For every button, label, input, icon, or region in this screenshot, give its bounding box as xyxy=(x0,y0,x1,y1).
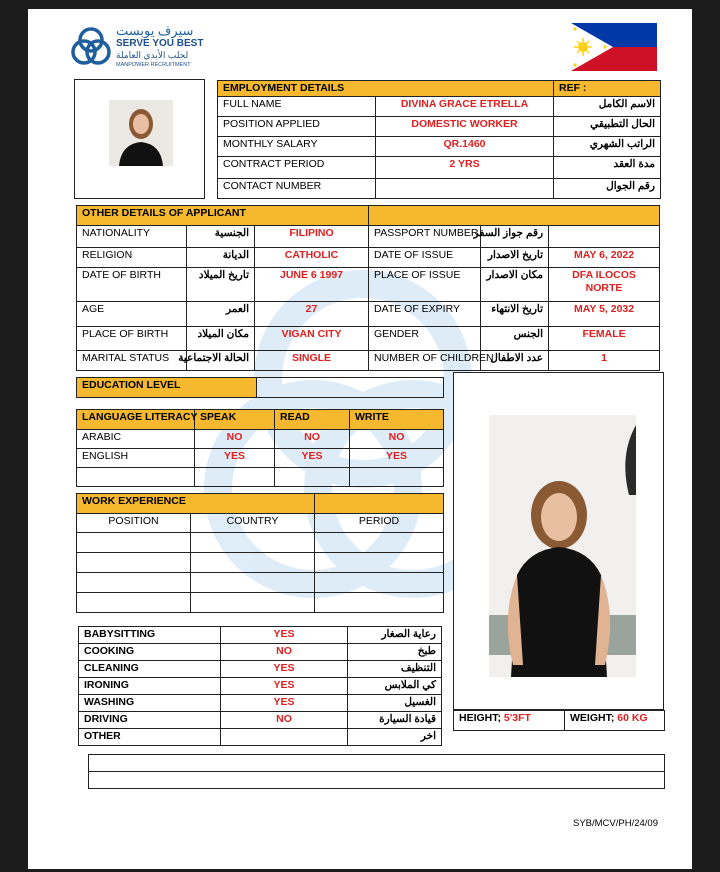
weight-cell xyxy=(565,711,665,731)
period-column-header: PERIOD xyxy=(315,514,444,533)
gender-arabic: الجنس xyxy=(481,327,549,351)
skill-arabic: كي الملابس xyxy=(348,678,442,695)
nationality-arabic: الجنسية xyxy=(187,226,255,248)
passport-number-label: PASSPORT NUMBER xyxy=(369,226,481,248)
place-of-birth-label: PLACE OF BIRTH xyxy=(77,327,187,351)
marital-status-value: SINGLE xyxy=(255,351,369,371)
passport-number-arabic: رقم جواز السفر xyxy=(481,226,549,248)
passport-number-value xyxy=(549,226,660,248)
applicant-photo-large xyxy=(489,415,636,677)
work-row-cell xyxy=(315,573,444,593)
logo-name: SERVE YOU BEST xyxy=(116,38,204,49)
arabic-read-value: NO xyxy=(275,430,350,449)
marital-status-arabic: الحالة الاجتماعية xyxy=(187,351,255,371)
applicant-photo-large-frame xyxy=(453,372,664,710)
work-row-cell xyxy=(77,573,191,593)
document-code: SYB/MCV/PH/24/09 xyxy=(572,818,658,829)
arabic-language-label: ARABIC xyxy=(77,430,195,449)
language-blank-cell xyxy=(350,468,444,487)
work-row-cell xyxy=(191,533,315,553)
nationality-value: FILIPINO xyxy=(255,226,369,248)
skill-row xyxy=(79,678,442,695)
full-name-arabic: الاسم الكامل xyxy=(554,97,661,117)
language-header: LANGUAGE LITERACY xyxy=(77,410,195,430)
contract-period-arabic: مدة العقد xyxy=(554,157,661,179)
english-write-value: YES xyxy=(350,449,444,468)
skill-label: IRONING xyxy=(79,678,221,695)
remarks-table xyxy=(88,754,665,789)
contract-period-label: CONTRACT PERIOD xyxy=(218,157,376,179)
date-of-birth-value: JUNE 6 1997 xyxy=(255,268,369,302)
skill-row xyxy=(79,661,442,678)
skill-arabic: التنظيف xyxy=(348,661,442,678)
monthly-salary-arabic: الراتب الشهري xyxy=(554,137,661,157)
religion-arabic: الديانة xyxy=(187,248,255,268)
date-of-expiry-arabic: تاريخ الانتهاء xyxy=(481,302,549,327)
contact-number-label: CONTACT NUMBER xyxy=(218,179,376,199)
employment-header: EMPLOYMENT DETAILS xyxy=(218,81,554,97)
work-row-cell xyxy=(77,533,191,553)
weight-value: 60 KG xyxy=(617,712,648,724)
age-value: 27 xyxy=(255,302,369,327)
date-of-issue-arabic: تاريخ الاصدار xyxy=(481,248,549,268)
date-of-issue-value: MAY 6, 2022 xyxy=(549,248,660,268)
skill-arabic: رعاية الصغار xyxy=(348,627,442,644)
weight-label: WEIGHT; xyxy=(570,712,615,724)
date-of-issue-label: DATE OF ISSUE xyxy=(369,248,481,268)
work-experience-header: WORK EXPERIENCE xyxy=(77,494,315,514)
monthly-salary-value: QR.1460 xyxy=(376,137,554,157)
education-table xyxy=(76,377,444,398)
place-of-birth-arabic: مكان الميلاد xyxy=(187,327,255,351)
remarks-line xyxy=(89,755,665,772)
work-row-cell xyxy=(315,553,444,573)
language-blank-cell xyxy=(77,468,195,487)
full-name-value: DIVINA GRACE ETRELLA xyxy=(376,97,554,117)
logo-arabic: سيرف يوبست xyxy=(116,23,194,38)
ref-label: REF : xyxy=(554,81,661,97)
country-column-header: COUNTRY xyxy=(191,514,315,533)
company-logo xyxy=(70,23,210,73)
skill-value xyxy=(221,729,348,746)
place-of-issue-arabic: مكان الاصدار xyxy=(481,268,549,302)
skill-label: WASHING xyxy=(79,695,221,712)
work-row-cell xyxy=(191,593,315,613)
skill-row xyxy=(79,695,442,712)
skill-label: CLEANING xyxy=(79,661,221,678)
full-name-label: FULL NAME xyxy=(218,97,376,117)
work-row-cell xyxy=(77,553,191,573)
date-of-expiry-label: DATE OF EXPIRY xyxy=(369,302,481,327)
contact-number-value xyxy=(376,179,554,199)
skill-value: NO xyxy=(221,644,348,661)
skill-value: YES xyxy=(221,627,348,644)
work-experience-table xyxy=(76,493,444,613)
logo-mark-icon xyxy=(70,25,112,69)
gender-label: GENDER xyxy=(369,327,481,351)
applicant-photo-small-frame xyxy=(74,79,205,199)
place-of-birth-value: VIGAN CITY xyxy=(255,327,369,351)
place-of-issue-line2: NORTE xyxy=(585,282,623,294)
work-row-cell xyxy=(191,553,315,573)
height-label: HEIGHT; xyxy=(459,712,501,724)
number-of-children-value: 1 xyxy=(549,351,660,371)
logo-sub: MANPOWER RECRUITMENT xyxy=(116,62,191,68)
marital-status-label: MARITAL STATUS xyxy=(77,351,187,371)
skill-label: DRIVING xyxy=(79,712,221,729)
place-of-issue-line1: DFA ILOCOS xyxy=(572,269,636,281)
date-of-expiry-value: MAY 5, 2032 xyxy=(549,302,660,327)
read-header: READ xyxy=(275,410,350,430)
skill-value: NO xyxy=(221,712,348,729)
logo-arabic-sub: لجلب الأيدي العاملة xyxy=(116,50,189,60)
skill-value: YES xyxy=(221,678,348,695)
remarks-line xyxy=(89,772,665,789)
monthly-salary-label: MONTHLY SALARY xyxy=(218,137,376,157)
employment-details-table xyxy=(217,80,661,199)
skill-arabic: طبخ xyxy=(348,644,442,661)
skill-label: OTHER xyxy=(79,729,221,746)
place-of-issue-label: PLACE OF ISSUE xyxy=(369,268,481,302)
work-row-cell xyxy=(315,533,444,553)
philippines-flag-icon xyxy=(571,23,657,71)
height-cell xyxy=(454,711,565,731)
skill-value: YES xyxy=(221,661,348,678)
skill-row xyxy=(79,729,442,746)
skill-value: YES xyxy=(221,695,348,712)
other-details-table xyxy=(76,205,660,371)
work-row-cell xyxy=(191,573,315,593)
position-applied-label: POSITION APPLIED xyxy=(218,117,376,137)
nationality-label: NATIONALITY xyxy=(77,226,187,248)
skill-row xyxy=(79,712,442,729)
religion-label: RELIGION xyxy=(77,248,187,268)
skill-arabic: الغسيل xyxy=(348,695,442,712)
number-of-children-arabic: عدد الاطفال xyxy=(481,351,549,371)
write-header: WRITE xyxy=(350,410,444,430)
position-column-header: POSITION xyxy=(77,514,191,533)
height-weight-table xyxy=(453,710,665,731)
contract-period-value: 2 YRS xyxy=(376,157,554,179)
date-of-birth-arabic: تاريخ الميلاد xyxy=(187,268,255,302)
language-literacy-table xyxy=(76,409,444,487)
education-level-label: EDUCATION LEVEL xyxy=(77,378,257,398)
work-row-cell xyxy=(77,593,191,613)
skill-row xyxy=(79,644,442,661)
skill-arabic: اخر xyxy=(348,729,442,746)
skill-arabic: قيادة السيارة xyxy=(348,712,442,729)
place-of-issue-value xyxy=(549,268,660,302)
applicant-photo-small xyxy=(109,100,173,166)
age-arabic: العمر xyxy=(187,302,255,327)
work-experience-header-blank xyxy=(315,494,444,514)
arabic-speak-value: NO xyxy=(195,430,275,449)
work-row-cell xyxy=(315,593,444,613)
biodata-sheet xyxy=(28,9,692,869)
skill-label: COOKING xyxy=(79,644,221,661)
other-details-header: OTHER DETAILS OF APPLICANT xyxy=(77,206,369,226)
skills-table xyxy=(78,626,442,746)
religion-value: CATHOLIC xyxy=(255,248,369,268)
height-value: 5'3FT xyxy=(503,712,531,724)
date-of-birth-label: DATE OF BIRTH xyxy=(77,268,187,302)
position-applied-arabic: الحال التطبيقي xyxy=(554,117,661,137)
english-language-label: ENGLISH xyxy=(77,449,195,468)
arabic-write-value: NO xyxy=(350,430,444,449)
education-level-value xyxy=(257,378,444,398)
skill-label: BABYSITTING xyxy=(79,627,221,644)
language-blank-cell xyxy=(275,468,350,487)
language-blank-cell xyxy=(195,468,275,487)
age-label: AGE xyxy=(77,302,187,327)
speak-header: SPEAK xyxy=(195,410,275,430)
gender-value: FEMALE xyxy=(549,327,660,351)
contact-number-arabic: رقم الجوال xyxy=(554,179,661,199)
position-applied-value: DOMESTIC WORKER xyxy=(376,117,554,137)
english-read-value: YES xyxy=(275,449,350,468)
english-speak-value: YES xyxy=(195,449,275,468)
number-of-children-label: NUMBER OF CHILDREN xyxy=(369,351,481,371)
other-details-header-blank xyxy=(369,206,660,226)
skill-row xyxy=(79,627,442,644)
